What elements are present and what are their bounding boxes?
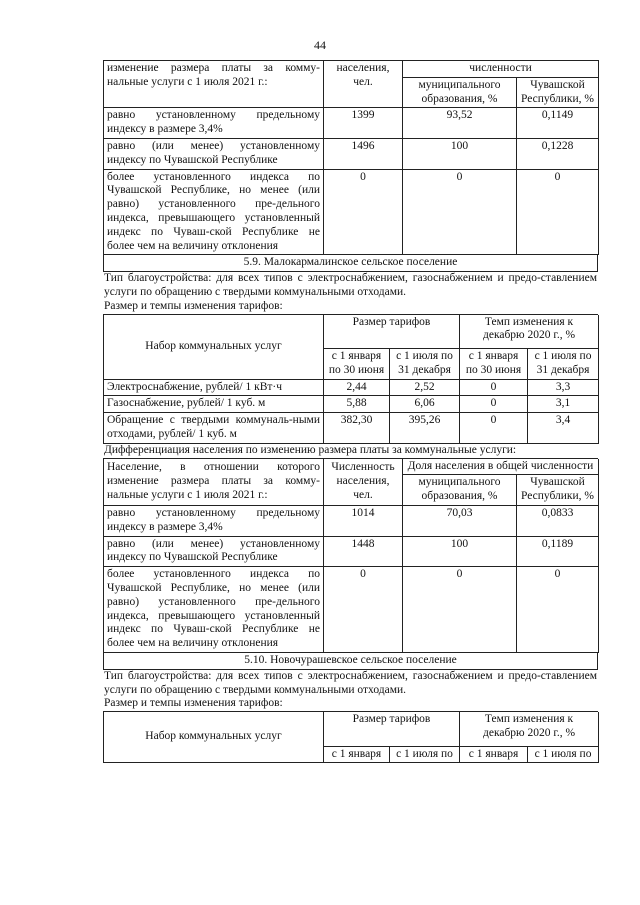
- row-label: равно (или менее) установленному индексу по Чувашской Республике: [104, 138, 324, 169]
- population-table-continued: [103, 60, 599, 255]
- row-label: равно (или менее) установленному индексу по Чувашской Республике: [104, 536, 324, 567]
- row-count: 1399: [324, 108, 403, 139]
- row-growth1: 0: [460, 413, 528, 444]
- row-jan: 5,88: [324, 396, 390, 413]
- row-growth2: 3,4: [528, 413, 599, 444]
- table-row: [104, 138, 599, 169]
- header-growth-cell: Темп изменения к декабрю 2020 г., %: [460, 712, 599, 746]
- row-jul: 2,52: [390, 379, 460, 396]
- table-row: [104, 169, 599, 255]
- row-republic: 0,1149: [517, 108, 599, 139]
- row-label: Электроснабжение, рублей/ 1 кВт·ч: [104, 379, 324, 396]
- header-republic-cell: Чувашской Республики, %: [517, 475, 599, 506]
- header-jan-cell: с 1 января: [324, 746, 390, 763]
- row-municipal: 0: [403, 567, 517, 653]
- table-row: [104, 567, 599, 653]
- table-row: [104, 506, 599, 537]
- row-growth1: 0: [460, 379, 528, 396]
- tariff-table: [103, 315, 599, 444]
- row-republic: 0: [517, 169, 599, 255]
- amenity-type-text: Тип благоустройства: для всех типов с электроснабжением, газоснабжением и предо-ставлением услуги по обращению с твердыми коммунальными отходами.: [104, 272, 597, 298]
- header-services-cell: Набор коммунальных услуг: [104, 712, 324, 763]
- header-population-cell: Население, в отношении которого изменение размера платы за комму-нальные услуги с 1 июля 2021 г.:: [104, 459, 324, 506]
- header-jul-cell: с 1 июля по: [390, 746, 460, 763]
- row-count: 1014: [324, 506, 403, 537]
- header-jan2-cell: с 1 января по 30 июня: [460, 349, 528, 380]
- table-row: [104, 413, 599, 444]
- amenity-type-text: Тип благоустройства: для всех типов с электроснабжением, газоснабжением и предо-ставлением услуги по обращению с твердыми коммунальными отходами.: [104, 669, 597, 696]
- rates-caption: Размер и темпы изменения тарифов:: [103, 697, 598, 712]
- tariff-table: [103, 712, 599, 763]
- row-label: более установленного индекса по Чувашской Республике, но менее (или равно) установленного пре-дельного индекса, превышающего установленный индекс по Чуваш-ской Республике не более чем на величину отклонения: [104, 169, 324, 255]
- row-count: 1448: [324, 536, 403, 567]
- header-jul2-cell: с 1 июля по 31 декабря: [528, 349, 599, 380]
- header-count-cell: Численность населения, чел.: [324, 459, 403, 506]
- table-row: [104, 396, 599, 413]
- rates-caption: Размер и темпы изменения тарифов:: [103, 300, 598, 315]
- page-content: [103, 60, 598, 763]
- row-growth2: 3,1: [528, 396, 599, 413]
- row-label: Газоснабжение, рублей/ 1 куб. м: [104, 396, 324, 413]
- row-label: равно установленному предельному индексу в размере 3,4%: [104, 506, 324, 537]
- row-jul: 395,26: [390, 413, 460, 444]
- row-label: равно установленному предельному индексу в размере 3,4%: [104, 108, 324, 139]
- header-share-cell: Доля населения в общей численности: [403, 459, 599, 475]
- header-share-cell: численности: [403, 61, 599, 78]
- table-row: [104, 108, 599, 139]
- header-growth-cell: Темп изменения к декабрю 2020 г., %: [460, 315, 599, 349]
- row-republic: 0,0833: [517, 506, 599, 537]
- row-count: 0: [324, 169, 403, 255]
- header-municipal-cell: муниципального образования, %: [403, 475, 517, 506]
- header-republic-cell: Чувашской Республики, %: [517, 77, 599, 108]
- header-population-cell: изменение размера платы за комму-нальные услуги с 1 июля 2021 г.:: [104, 61, 324, 108]
- header-size-cell: Размер тарифов: [324, 712, 460, 746]
- row-municipal: 93,52: [403, 108, 517, 139]
- row-republic: 0,1228: [517, 138, 599, 169]
- row-jan: 382,30: [324, 413, 390, 444]
- population-table: [103, 459, 599, 653]
- header-jul-cell: с 1 июля по 31 декабря: [390, 349, 460, 380]
- header-jan2-cell: с 1 января: [460, 746, 528, 763]
- row-republic: 0,1189: [517, 536, 599, 567]
- table-row: [104, 379, 599, 396]
- row-municipal: 70,03: [403, 506, 517, 537]
- row-count: 1496: [324, 138, 403, 169]
- row-growth1: 0: [460, 396, 528, 413]
- table-row: [104, 536, 599, 567]
- row-label: более установленного индекса по Чувашской Республике, но менее (или равно) установленного пре-дельного индекса, превышающего установленный индекс по Чуваш-ской Республике не более чем на величину отклонения: [104, 567, 324, 653]
- row-jan: 2,44: [324, 379, 390, 396]
- header-jan-cell: с 1 января по 30 июня: [324, 349, 390, 380]
- header-services-cell: Набор коммунальных услуг: [104, 315, 324, 380]
- row-municipal: 100: [403, 138, 517, 169]
- section-title: 5.10. Новочурашевское сельское поселение: [103, 653, 598, 670]
- row-republic: 0: [517, 567, 599, 653]
- page-number: 44: [314, 38, 326, 52]
- header-municipal-cell: муниципального образования, %: [403, 77, 517, 108]
- header-jul2-cell: с 1 июля по: [528, 746, 599, 763]
- row-count: 0: [324, 567, 403, 653]
- row-jul: 6,06: [390, 396, 460, 413]
- header-count-cell: населения, чел.: [324, 61, 403, 108]
- differentiation-caption: Дифференциация населения по изменению размера платы за коммунальные услуги:: [103, 444, 598, 459]
- row-growth2: 3,3: [528, 379, 599, 396]
- row-municipal: 0: [403, 169, 517, 255]
- row-municipal: 100: [403, 536, 517, 567]
- section-title: 5.9. Малокармалинское сельское поселение: [103, 255, 598, 272]
- row-label: Обращение с твердыми коммуналь-ными отходами, рублей/ 1 куб. м: [104, 413, 324, 444]
- header-size-cell: Размер тарифов: [324, 315, 460, 349]
